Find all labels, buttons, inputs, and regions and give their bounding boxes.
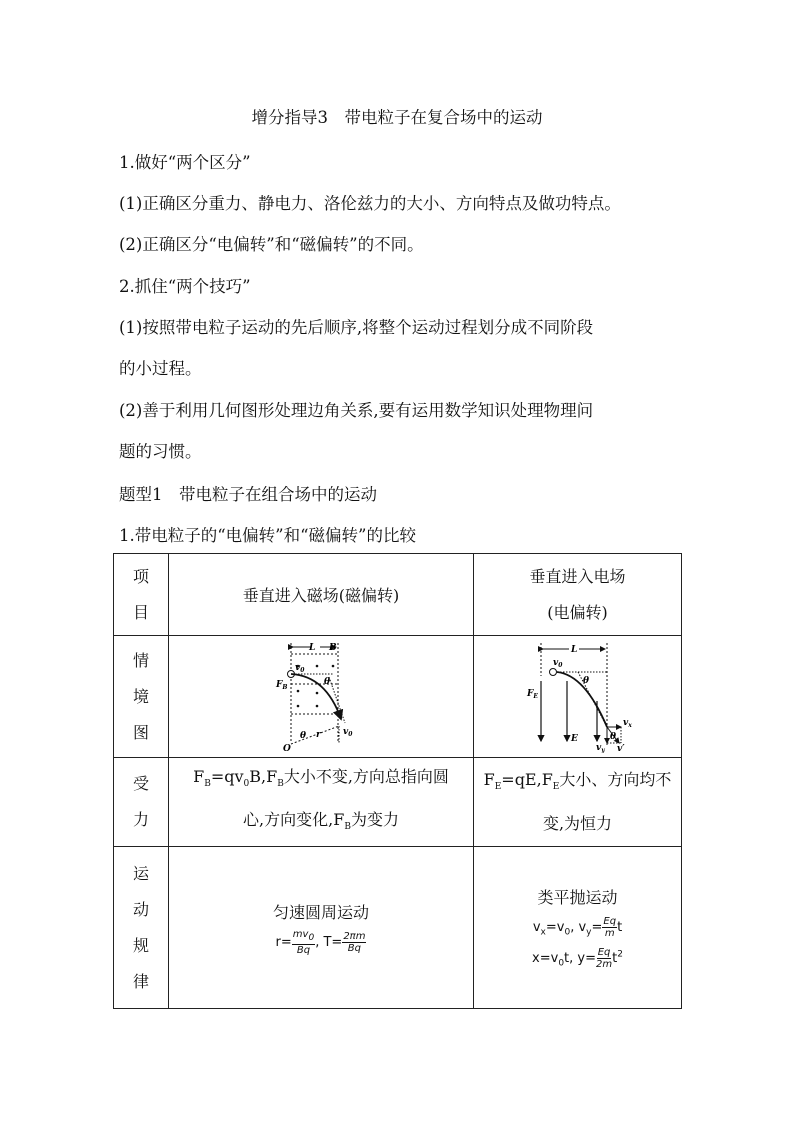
magnetic-motion-title: 匀速圆周运动 — [272, 902, 369, 922]
electric-motion-cell — [474, 847, 682, 1009]
magnetic-force-text: $F_B=qv_0B,F_B$大小不变,方向总指向圆 心,方向变化$,F_B$为变力 — [169, 758, 474, 847]
electric-displacement-formula: $x=v_0t$, y= $\frac{Eq}{2m}$ $t^2$ — [532, 947, 623, 970]
header-magnetic-deflection: 垂直进入磁场(磁偏转) — [169, 554, 474, 636]
label-FB: $F_B$ — [276, 679, 288, 691]
row-label-scenario: 情 境 图 — [114, 636, 169, 758]
label-theta2: θ — [609, 731, 616, 742]
paragraph-line: (2)善于利用几何图形处理边角关系,要有运用数学知识处理物理问 — [119, 401, 594, 420]
header-electric-deflection: 垂直进入电场 (电偏转) — [474, 554, 682, 636]
electric-velocity-formula: $v_x=v_0$, $v_y=$ $\frac{Eq}{m}$ t — [532, 916, 623, 939]
electric-deflection-diagram — [523, 641, 633, 753]
label-theta: θ — [582, 675, 589, 686]
heading-two-distinctions: 1.做好“两个区分” — [119, 153, 251, 172]
row-label-motion: 运 动 规 律 — [114, 847, 169, 1009]
paragraph-line: (1)按照带电粒子运动的先后顺序,将整个运动过程划分成不同阶段 — [119, 318, 594, 337]
page-title: 增分指导3 带电粒子在复合场中的运动 — [251, 108, 543, 127]
label-O: O — [283, 743, 291, 753]
label-theta-top: θ — [324, 676, 331, 687]
electric-force-text: $F_E=qE,F_E$大小、方向均不 变,为恒力 — [474, 758, 682, 847]
label-FE: $F_E$ — [526, 688, 538, 700]
row-label-item: 项 目 — [114, 554, 169, 636]
section-heading: 题型1 带电粒子在组合场中的运动 — [119, 485, 377, 504]
magnetic-motion-cell — [169, 847, 474, 1009]
magnetic-motion-formula: r= $\frac{mv_0}{Bq}$ , T= $\frac{2\pi m}{Bq}$ — [275, 928, 366, 956]
electric-motion-title: 类平抛运动 — [537, 888, 618, 907]
label-vx: $v_x$ — [622, 717, 632, 729]
label-v0: $v_0$ — [552, 657, 562, 669]
label-B: B — [329, 642, 337, 653]
paragraph-line: 的小过程。 — [119, 359, 202, 378]
paragraph-line: 题的习惯。 — [119, 442, 202, 461]
table-row — [114, 636, 682, 758]
magnetic-figure-cell — [169, 636, 474, 758]
label-v0-exit: $v_0$ — [343, 726, 353, 738]
table-row — [114, 847, 682, 1009]
table-row — [114, 758, 682, 847]
heading-two-skills: 2.抓住“两个技巧” — [119, 277, 251, 296]
magnetic-deflection-diagram — [271, 641, 371, 753]
table-row — [114, 554, 682, 636]
label-E: E — [570, 733, 578, 744]
label-L: L — [570, 644, 577, 655]
table-caption: 1.带电粒子的“电偏转”和“磁偏转”的比较 — [119, 526, 416, 545]
label-L: L — [309, 642, 316, 653]
label-vy: $v_y$ — [595, 742, 605, 753]
label-r: r — [316, 729, 321, 740]
label-theta-bottom: θ — [300, 730, 307, 741]
paragraph-line: (1)正确区分重力、静电力、洛伦兹力的大小、方向特点及做功特点。 — [119, 194, 621, 213]
electric-figure-cell — [474, 636, 682, 758]
comparison-table — [113, 553, 682, 1009]
row-label-force: 受 力 — [114, 758, 169, 847]
label-v-prime: v′ — [616, 743, 625, 753]
paragraph-line: (2)正确区分“电偏转”和“磁偏转”的不同。 — [119, 235, 424, 254]
label-v0: $v_0$ — [295, 662, 305, 674]
